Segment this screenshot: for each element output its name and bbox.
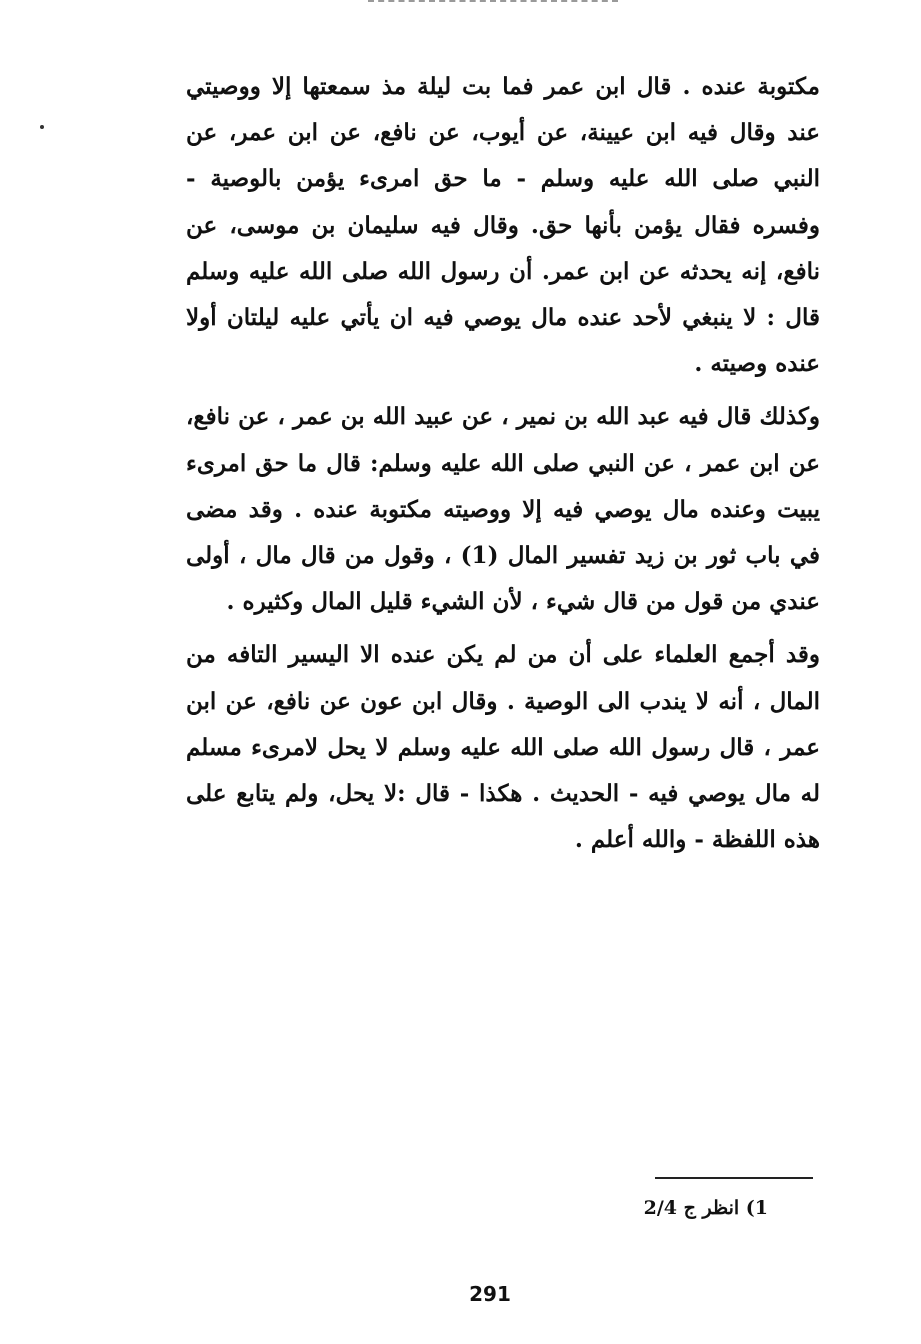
footnote: 1) انظر ج 2/4 (643, 1197, 768, 1219)
paragraph-2: وكذلك قال فيه عبد الله بن نمير ، عن عبيد الله بن عمر ، عن نافع، عن ابن عمر ، عن النبي صلى الله عليه وسلم: قال ما حق امرىء يبيت وعنده مال يوصي فيه إلا ووصيته مكتوبة عنده . وقد مضى في باب ثور بن زيد تفسير المال (1) ، وقول من قال مال ، أولى عندي من قول من قال شيء ، لأن الشيء قليل المال وكثيره . (186, 403, 821, 616)
page-number: 291 (469, 1282, 511, 1306)
paragraph-3: وقد أجمع العلماء على أن من لم يكن عنده الا اليسير التافه من المال ، أنه لا يندب الى الوصية . وقال ابن عون عن نافع، عن ابن عمر ، قال رسول الله صلى الله عليه وسلم لا يحل لامرىء مسلم له مال يوصي فيه - الحديث . هكذا - قال :لا يحل، ولم يتابع على هذه اللفظة - والله أعلم . (186, 641, 820, 854)
paragraph-1: مكتوبة عنده . قال ابن عمر فما بت ليلة مذ سمعتها إلا ووصيتي عند وقال فيه ابن عيينة، عن أيوب، عن نافع، عن ابن عمر، عن النبي صلى الله عليه وسلم - ما حق امرىء يؤمن بالوصية - وفسره فقال يؤمن بأنها حق. وقال فيه سليمان بن موسى، عن نافع، إنه يحدثه عن ابن عمر. أن رسول الله صلى الله عليه وسلم قال : لا ينبغي لأحد عنده مال يوصي فيه ان يأتي عليه ليلتان أولا عنده وصيته . (186, 73, 820, 378)
margin-speck (40, 125, 44, 129)
main-text-block (186, 64, 820, 870)
footnote-separator (655, 1177, 813, 1179)
top-border-rule (368, 0, 618, 5)
